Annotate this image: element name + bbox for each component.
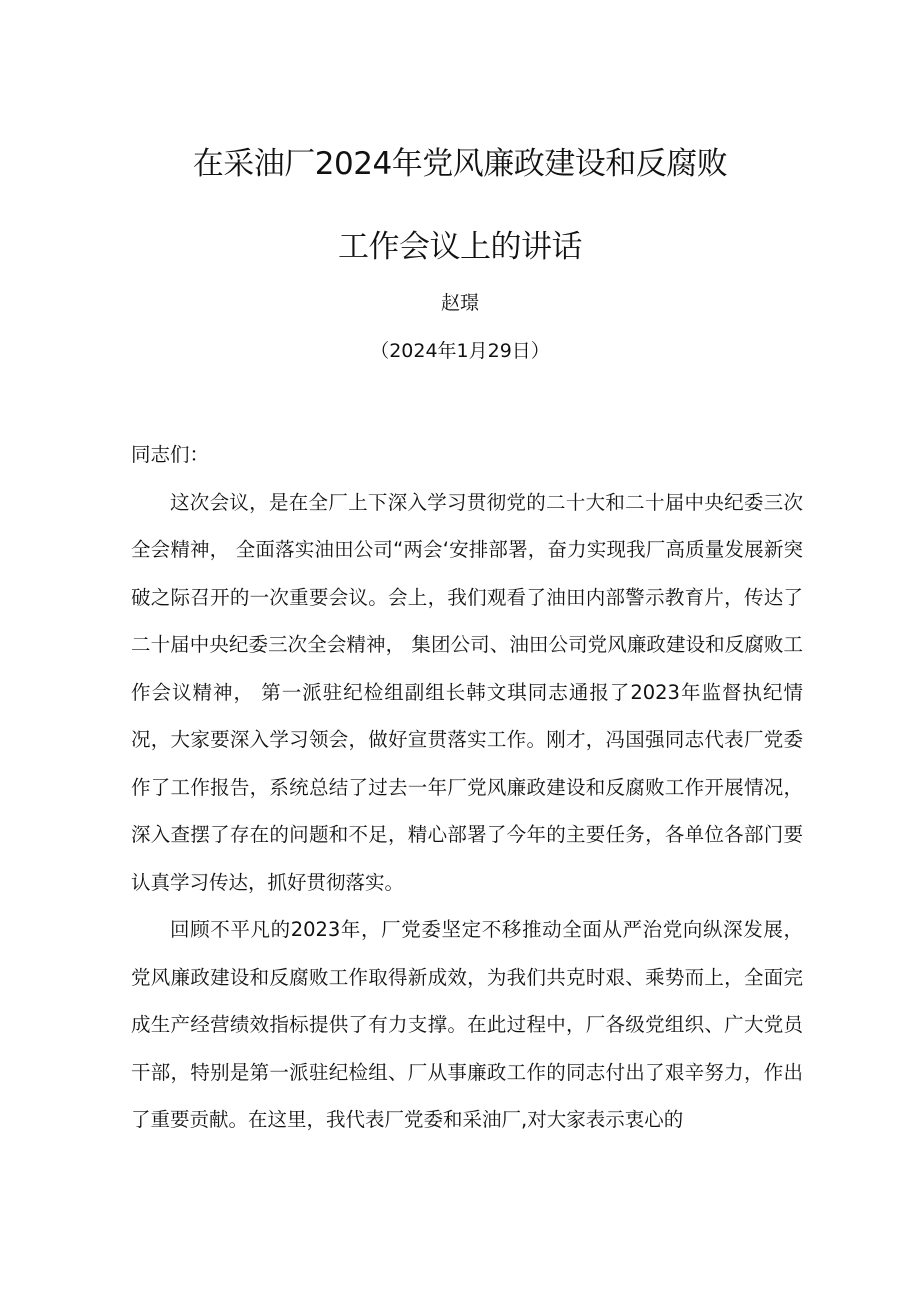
document-title-line-2: 工作会议上的讲话	[338, 229, 582, 265]
paragraph-2: 回顾不平凡的2023年，厂党委坚定不移推动全面从严治党向纵深发展，党风廉政建设和反腐败工作取得新成效，为我们共克时艰、乘势而上，全面完成生产经营绩效指标提供了有力支撑。在此过程中，厂各级党组织、广大党员干部，特别是第一派驻纪检组、厂从事廉政工作的同志付出了艰辛努力，作出了重要贡献。在这里，我代表厂党委和采油厂,对大家表示衷心的	[131, 918, 803, 1131]
salutation: 同志们：	[131, 443, 210, 466]
speech-date: （2024年1月29日）	[370, 340, 550, 362]
author-name: 赵璟	[440, 292, 479, 314]
paragraph-1: 这次会议，是在全厂上下深入学习贯彻党的二十大和二十届中央纪委三次全会精神， 全面落实油田公司“两会‘安排部署，奋力实现我厂高质量发展新突破之际召开的一次重要会议。会上，我们观看了油田内部警示教育片，传达了二十届中央纪委三次全会精神， 集团公司、油田公司党风廉政建设和反腐败工作会议精神， 第一派驻纪检组副组长韩文琪同志通报了2023年监督执纪情况，大家要深入学习领会，做好宣贯落实工作。刚才，冯国强同志代表厂党委作了工作报告，系统总结了过去一年厂党风廉政建设和反腐败工作开展情况，深入查摆了存在的问题和不足，精心部署了今年的主要任务，各单位各部门要认真学习传达，抓好贯彻落实。	[131, 490, 803, 894]
document-title-line-1: 在采油厂2024年党风廉政建设和反腐败	[192, 146, 728, 182]
document-body	[131, 431, 803, 1144]
